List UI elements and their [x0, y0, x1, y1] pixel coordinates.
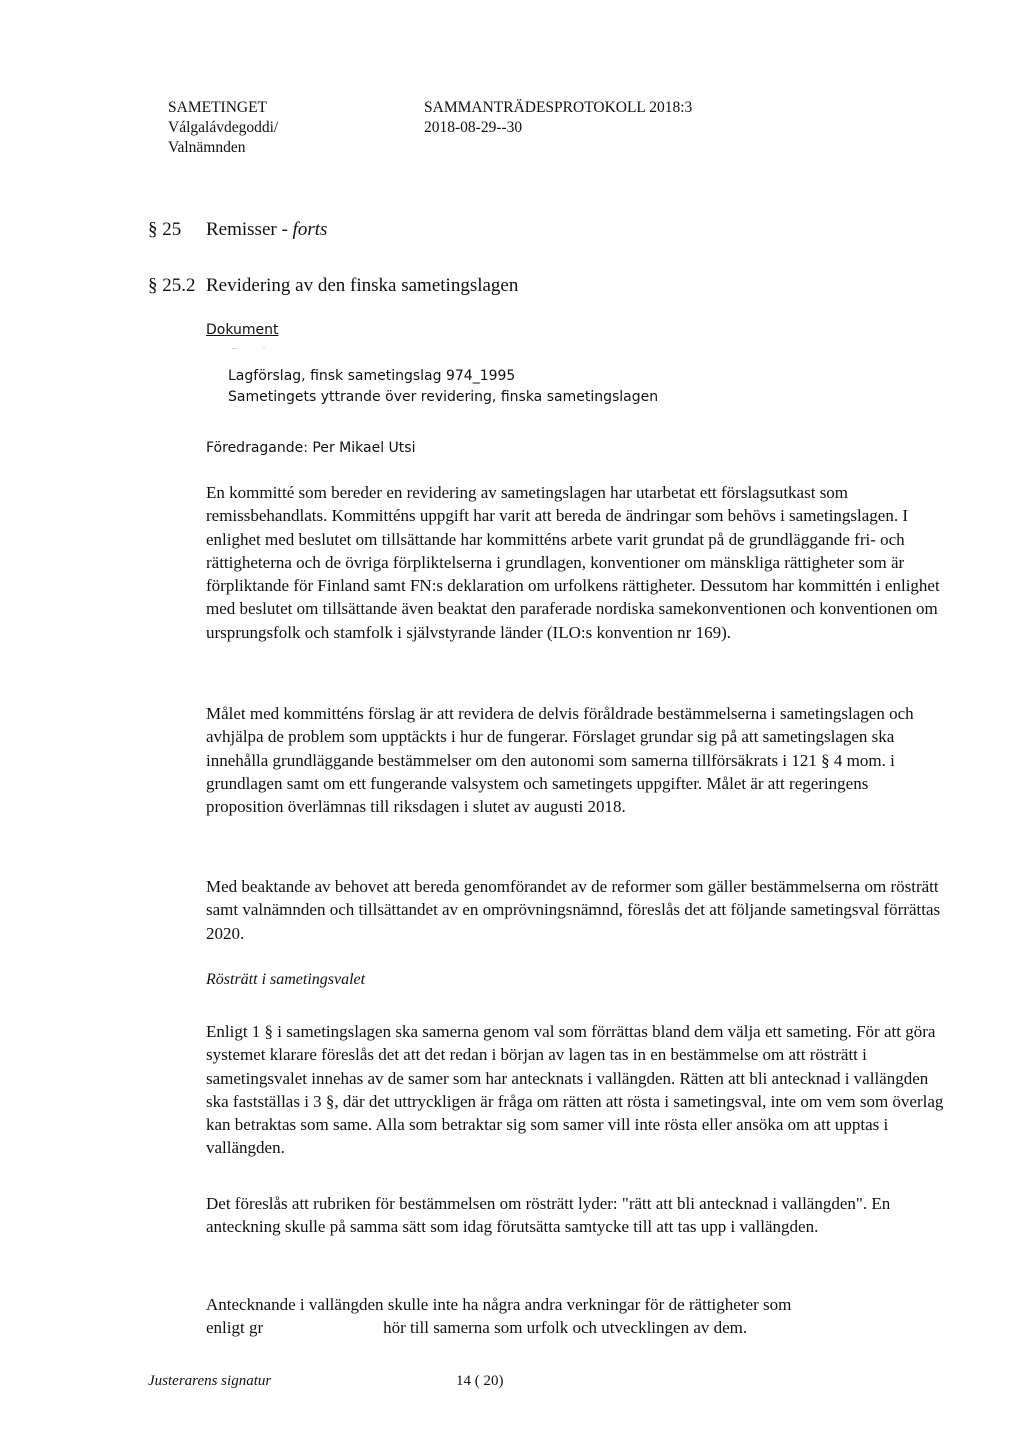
documents-label: Dokument [206, 322, 279, 338]
scan-mark: – · [232, 340, 266, 354]
subsection-number: § 25.2 [148, 275, 196, 296]
paragraph-election: Med beaktande av behovet att bereda genomförandet av de reformer som gäller bestämmelserna om rösträtt samt valnämnden och tillsättandet av en omprövningsnämnd, föreslås det att följande sametingsval förrättas 2020. [206, 877, 941, 943]
section-title-text: Remisser - [206, 219, 293, 240]
paragraph-voting-rights: Enligt 1 § i sametingslagen ska samerna genom val som förrättas bland dem välja ett sameting. För att göra systemet klarare föreslås det att det redan i början av lagen tas in en bestämmelse om att rösträtt i sametingsvalet innehas av de samer som har antecknats i vallängden. Rätten att bli antecknad i vallängden ska fastställas i 3 §, där det uttryckligen är fråga om rätten att rösta i sametingsval, inte om vem som överlag kan betraktas som same. Alla som betraktar sig som samer vill inte rösta eller ansöka om att upptas i vallängden. [206, 1022, 944, 1158]
org-sub-sami: Válgalávdegoddi/ [168, 119, 279, 136]
paragraph-heading-proposal: Det föreslås att rubriken för bestämmelsen om rösträtt lyder: "rätt att bli antecknad i vallängden". En anteckning skulle på samma sätt som idag förutsätta samtycke till att tas upp i vallängden. [206, 1194, 891, 1237]
protocol-title: SAMMANTRÄDESPROTOKOLL 2018:3 [424, 99, 693, 116]
section-title [206, 219, 327, 241]
document-item: Sametingets yttrande över revidering, finska sametingslagen [228, 389, 659, 405]
protocol-date: 2018-08-29--30 [424, 119, 523, 136]
paragraph-goal: Målet med kommitténs förslag är att revidera de delvis föråldrade bestämmelserna i sametingslagen och avhjälpa de problem som upptäckts i hur de fungerar. Förslaget grundar sig på att sametingslagen ska innehålla grundläggande bestämmelser om den autonomi som samerna tillförsäkrats i 121 § 4 mom. i grundlagen samt om ett fungerande valsystem och sametingets uppgifter. Målet är att regeringens proposition överlämnas till riksdagen i slutet av augusti 2018. [206, 704, 914, 817]
paragraph-line-partial: enligt gr hör till samerna som urfolk och utvecklingen av dem. [206, 1318, 748, 1338]
header-protocol [424, 98, 692, 138]
section-number: § 25 [148, 219, 182, 240]
paragraph-registration-effects [206, 1293, 791, 1340]
section-title-italic: forts [292, 219, 328, 240]
org-name: SAMETINGET [168, 99, 268, 116]
page-number: 14 ( 20) [456, 1373, 504, 1389]
header-org [168, 98, 278, 158]
paragraph-committee: En kommitté som bereder en revidering av sametingslagen har utarbetat ett förslagsutkast som remissbehandlats. Kommitténs uppgift har varit att bereda de ändringar som behövs i sametingslagen. I enlighet med beslutet om tillsättande har kommitténs arbete varit grundat på de grundläggande fri- och rättigheterna och de övriga förpliktelserna i grundlagen, konventioner om mänskliga rättigheter som är förpliktande för Finland samt FN:s deklaration om urfolkens rättigheter. Dessutom har kommittén i enlighet med beslutet om tillsättande även beaktat den paraferade nordiska samekonventionen och konventionen om ursprungsfolk och stamfolk i självstyrande länder (ILO:s konvention nr 169). [206, 483, 940, 642]
paragraph-line: Antecknande i vallängden skulle inte ha några andra verkningar för de rättigheter som [206, 1295, 792, 1314]
signature-label: Justerarens signatur [148, 1373, 272, 1389]
documents-list [228, 366, 658, 408]
presenter: Föredragande: Per Mikael Utsi [206, 440, 416, 456]
org-sub-swedish: Valnämnden [168, 139, 246, 156]
subsection-title: Revidering av den finska sametingslagen [206, 275, 519, 296]
document-item: Lagförslag, finsk sametingslag 974_1995 [228, 368, 516, 384]
paragraph-line-end: hör till samerna som urfolk och utvecklingen av dem. [383, 1318, 748, 1338]
subheading-voting-rights: Rösträtt i sametingsvalet [206, 971, 366, 988]
